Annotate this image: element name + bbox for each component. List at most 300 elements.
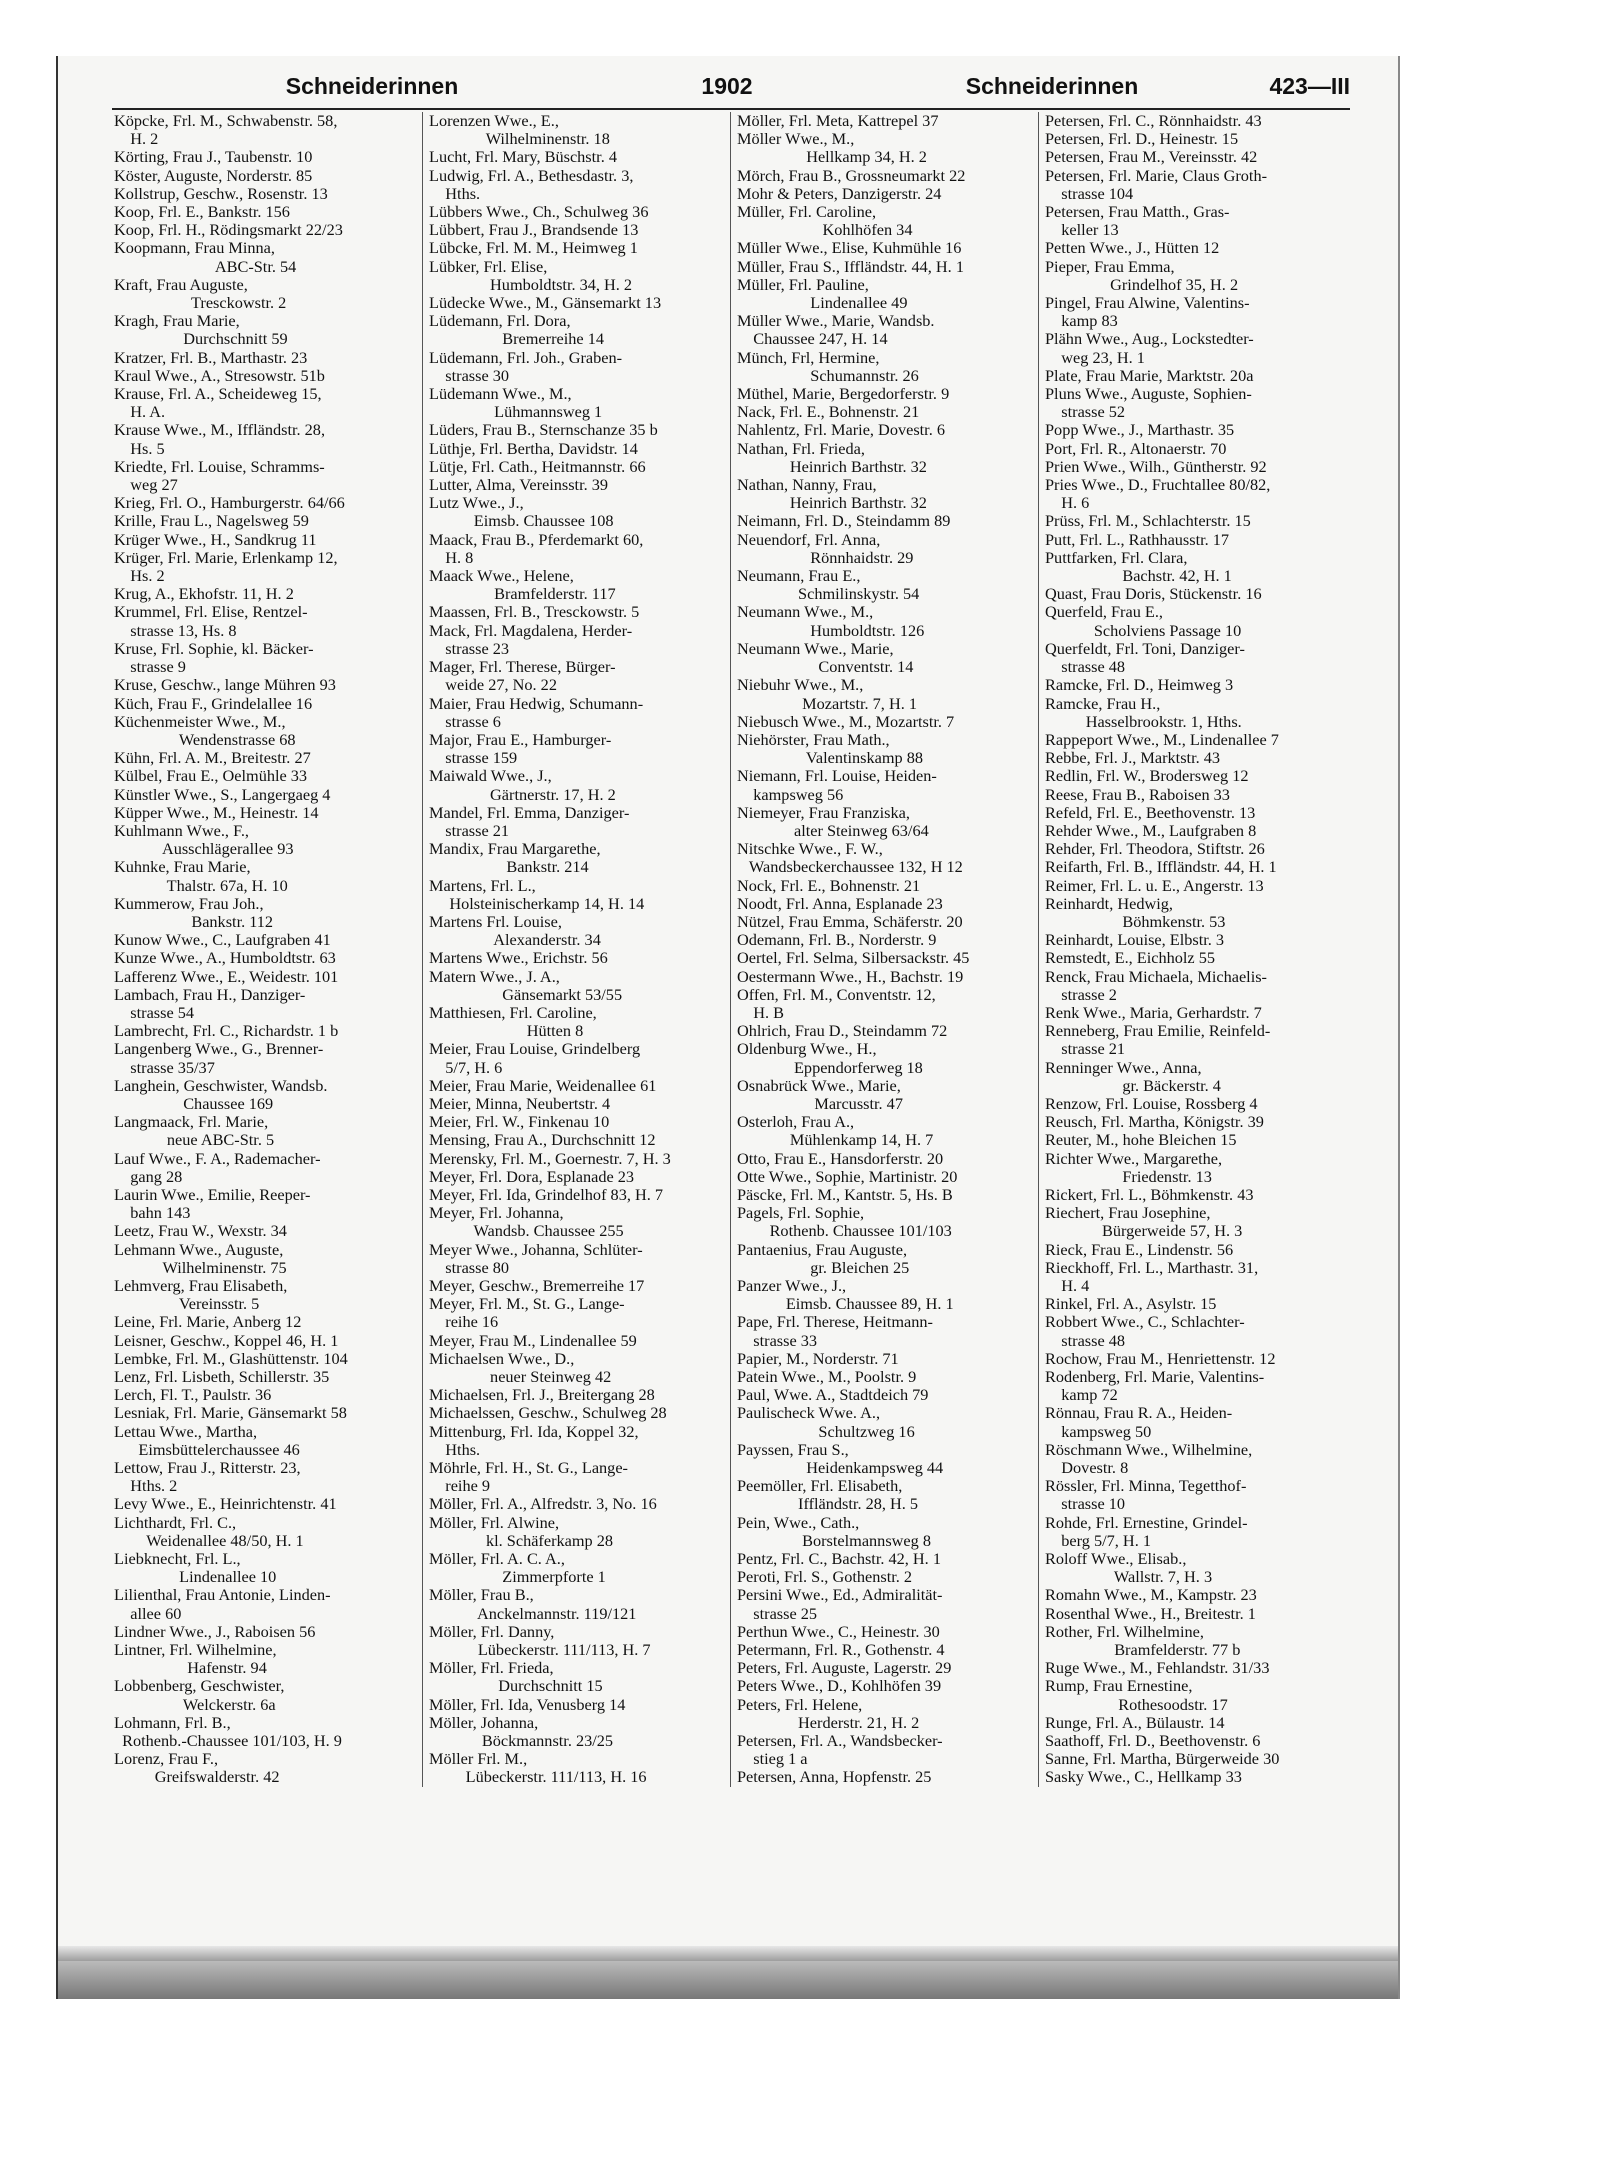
directory-entry-line: Kuhnke, Frau Marie,: [114, 858, 251, 877]
directory-entry-line: Rebbe, Frl. J., Marktstr. 43: [1045, 749, 1221, 768]
directory-entry-line: Langhein, Geschwister, Wandsb.: [114, 1076, 328, 1095]
directory-entry-line: Patein Wwe., M., Poolstr. 9: [737, 1368, 917, 1387]
directory-entry-line: Lutter, Alma, Vereinsstr. 39: [429, 476, 609, 495]
directory-entry-line: Heidenkampsweg 44: [737, 1459, 944, 1478]
directory-entry-line: Bürgerweide 57, H. 3: [1045, 1222, 1243, 1241]
directory-entry-line: Wilhelminenstr. 18: [429, 130, 610, 149]
directory-entry-line: Greifswalderstr. 42: [114, 1768, 280, 1787]
directory-entry-line: Meyer, Frl. Ida, Grindelhof 83, H. 7: [429, 1185, 664, 1204]
directory-entry-line: Offen, Frl. M., Conventstr. 12,: [737, 985, 936, 1004]
directory-entry-line: Möller Wwe., M.,: [737, 130, 855, 149]
directory-entry-line: Heinrich Barthstr. 32: [737, 457, 927, 476]
directory-entry-line: Petersen, Frl. C., Rönnhaidstr. 43: [1045, 112, 1262, 130]
directory-entry-line: Rönnau, Frau R. A., Heiden-: [1045, 1404, 1233, 1423]
directory-entry-line: Prüss, Frl. M., Schlachterstr. 15: [1045, 512, 1251, 531]
directory-entry-line: Möller, Frl. Meta, Kattrepel 37: [737, 112, 939, 130]
directory-entry-line: Petten Wwe., J., Hütten 12: [1045, 239, 1220, 258]
directory-entry-line: Kriedte, Frl. Louise, Schramms-: [114, 457, 325, 476]
directory-entry-line: Hs. 5: [114, 439, 165, 458]
directory-entry-line: Chaussee 169: [114, 1094, 274, 1113]
directory-entry-line: Lenz, Frl. Lisbeth, Schillerstr. 35: [114, 1368, 330, 1387]
directory-entry-line: Ramcke, Frau H.,: [1045, 694, 1161, 713]
directory-entry-line: Bachstr. 42, H. 1: [1045, 567, 1232, 586]
directory-entry-line: Iffländstr. 28, H. 5: [737, 1495, 919, 1514]
directory-entry-line: Peters, Frl. Auguste, Lagerstr. 29: [737, 1659, 952, 1678]
directory-entry-line: weg 27: [114, 476, 178, 495]
directory-entry-line: Oldenburg Wwe., H.,: [737, 1040, 877, 1059]
directory-entry-line: Sasky Wwe., C., Hellkamp 33: [1045, 1768, 1242, 1787]
directory-entry-line: Krille, Frau L., Nagelsweg 59: [114, 512, 309, 531]
directory-entry-line: Mittenburg, Frl. Ida, Koppel 32,: [429, 1422, 639, 1441]
directory-entry-line: Durchschnitt 15: [429, 1677, 603, 1696]
directory-entry-line: Langmaack, Frl. Marie,: [114, 1113, 269, 1132]
directory-entry-line: Pape, Frl. Therese, Heitmann-: [737, 1313, 933, 1332]
directory-entry-line: Lehmann Wwe., Auguste,: [114, 1240, 284, 1259]
directory-entry-line: Lorenzen Wwe., E.,: [429, 112, 559, 130]
directory-entry-line: Koopmann, Frau Minna,: [114, 239, 275, 258]
directory-entry-line: Petersen, Frau Matth., Gras-: [1045, 203, 1230, 222]
directory-entry-line: Lembke, Frl. M., Glashüttenstr. 104: [114, 1349, 348, 1368]
directory-entry-line: Perthun Wwe., C., Heinestr. 30: [737, 1622, 940, 1641]
directory-entry-line: Hafenstr. 94: [114, 1659, 267, 1678]
directory-entry-line: Lohmann, Frl. B.,: [114, 1713, 231, 1732]
directory-entry-line: Oestermann Wwe., H., Bachstr. 19: [737, 967, 964, 986]
directory-entry-line: Rieck, Frau E., Lindenstr. 56: [1045, 1240, 1234, 1259]
directory-entry-line: strasse 35/37: [114, 1058, 215, 1077]
directory-entry-line: Kunze Wwe., A., Humboldtstr. 63: [114, 949, 336, 968]
directory-entry-line: Reuter, M., hohe Bleichen 15: [1045, 1131, 1237, 1150]
directory-entry-line: Richter Wwe., Margarethe,: [1045, 1149, 1223, 1168]
directory-entry-line: Petersen, Frl. D., Heinestr. 15: [1045, 130, 1239, 149]
directory-entry-line: Peroti, Frl. S., Gothenstr. 2: [737, 1568, 913, 1587]
directory-entry-line: Lambrecht, Frl. C., Richardstr. 1 b: [114, 1022, 339, 1041]
directory-entry-line: Rothenb. Chaussee 101/103: [737, 1222, 952, 1241]
directory-entry-line: Schmilinskystr. 54: [737, 585, 920, 604]
directory-entry-line: Popp Wwe., J., Marthastr. 35: [1045, 421, 1235, 440]
directory-entry-line: Lübbers Wwe., Ch., Schulweg 36: [429, 203, 649, 222]
directory-entry-line: Mandix, Frau Margarethe,: [429, 840, 601, 859]
directory-entry-line: Bramfelderstr. 77 b: [1045, 1641, 1241, 1660]
directory-entry-line: Querfeldt, Frl. Toni, Danziger-: [1045, 639, 1245, 658]
directory-entry-line: Michaelsen, Frl. J., Breitergang 28: [429, 1386, 655, 1405]
directory-entry-line: Böckmannstr. 23/25: [429, 1732, 614, 1751]
directory-entry-line: strasse 21: [429, 821, 510, 840]
directory-entry-line: Rother, Frl. Wilhelmine,: [1045, 1622, 1204, 1641]
directory-entry-line: strasse 25: [737, 1604, 818, 1623]
directory-entry-line: Leisner, Geschw., Koppel 46, H. 1: [114, 1331, 339, 1350]
directory-entry-line: Pries Wwe., D., Fruchtallee 80/82,: [1045, 476, 1271, 495]
directory-entry-line: Schumannstr. 26: [737, 366, 919, 385]
directory-entry-line: Wandsbeckerchaussee 132, H 12: [737, 858, 963, 877]
directory-entry-line: Wendenstrasse 68: [114, 730, 296, 749]
directory-entry-line: Meyer Wwe., Johanna, Schlüter-: [429, 1240, 643, 1259]
directory-entry-line: Rinkel, Frl. A., Asylstr. 15: [1045, 1295, 1217, 1314]
directory-entry-line: Mohr & Peters, Danzigerstr. 24: [737, 184, 942, 203]
directory-entry-line: Michaelssen, Geschw., Schulweg 28: [429, 1404, 667, 1423]
directory-entry-line: H. B: [737, 1003, 785, 1022]
directory-entry-line: Humboldtstr. 126: [737, 621, 925, 640]
directory-entry-line: Küch, Frau F., Grindelallee 16: [114, 694, 313, 713]
directory-entry-line: Mühlenkamp 14, H. 7: [737, 1131, 934, 1150]
directory-entry-line: Petersen, Frau M., Vereinsstr. 42: [1045, 148, 1258, 167]
directory-entry-line: Neuendorf, Frl. Anna,: [737, 530, 881, 549]
directory-entry-line: Krüger Wwe., H., Sandkrug 11: [114, 530, 317, 549]
directory-entry-line: Leetz, Frau W., Wexstr. 34: [114, 1222, 287, 1241]
directory-entry-line: Küpper Wwe., M., Heinestr. 14: [114, 803, 319, 822]
directory-entry-line: Lindenallee 10: [114, 1568, 277, 1587]
directory-entry-line: Humboldtstr. 34, H. 2: [429, 275, 633, 294]
header-left-title: Schneiderinnen: [285, 73, 459, 99]
directory-entry-line: Reimer, Frl. L. u. E., Angerstr. 13: [1045, 876, 1264, 895]
directory-entry-line: Renninger Wwe., Anna,: [1045, 1058, 1202, 1077]
directory-entry-line: Ludwig, Frl. A., Bethesdastr. 3,: [429, 166, 634, 185]
directory-entry-line: Conventstr. 14: [737, 658, 914, 677]
directory-entry-line: Pentz, Frl. C., Bachstr. 42, H. 1: [737, 1550, 941, 1569]
directory-entry-line: strasse 80: [429, 1258, 510, 1277]
directory-entry-line: strasse 48: [1045, 658, 1126, 677]
directory-entry-line: Lauf Wwe., F. A., Rademacher-: [114, 1149, 321, 1168]
directory-entry-line: gr. Bäckerstr. 4: [1045, 1076, 1221, 1095]
directory-entry-line: Refeld, Frl. E., Beethovenstr. 13: [1045, 803, 1256, 822]
header-page-number: 423—III: [1269, 73, 1350, 99]
directory-entry-line: berg 5/7, H. 1: [1045, 1531, 1151, 1550]
directory-entry-line: Gänsemarkt 53/55: [429, 985, 623, 1004]
directory-entry-line: strasse 159: [429, 749, 518, 768]
directory-entry-line: strasse 9: [114, 658, 186, 677]
directory-entry-line: Durchschnitt 59: [114, 330, 288, 349]
directory-entry-line: Ramcke, Frl. D., Heimweg 3: [1045, 676, 1234, 695]
directory-entry-line: Redlin, Frl. W., Brodersweg 12: [1045, 767, 1249, 786]
directory-entry-line: Eimsb. Chaussee 108: [429, 512, 614, 531]
directory-entry-line: Mozartstr. 7, H. 1: [737, 694, 917, 713]
directory-entry-line: Möller, Johanna,: [429, 1713, 539, 1732]
directory-entry-line: Hütten 8: [429, 1022, 584, 1041]
directory-entry-line: Köpcke, Frl. M., Schwabenstr. 58,: [114, 112, 338, 130]
directory-entry-line: Renneberg, Frau Emilie, Reinfeld-: [1045, 1022, 1271, 1041]
directory-entry-line: Meier, Frau Louise, Grindelberg: [429, 1040, 641, 1059]
directory-entry-line: Reifarth, Frl. B., Iffländstr. 44, H. 1: [1045, 858, 1277, 877]
directory-entry-line: Laurin Wwe., Emilie, Reeper-: [114, 1185, 311, 1204]
directory-entry-line: keller 13: [1045, 221, 1119, 240]
directory-entry-line: Lüdemann, Frl. Dora,: [429, 312, 571, 331]
column-4: [1038, 112, 1336, 1787]
directory-entry-line: Sanne, Frl. Martha, Bürgerweide 30: [1045, 1750, 1280, 1769]
directory-entry-line: Renzow, Frl. Louise, Rossberg 4: [1045, 1094, 1258, 1113]
directory-entry-line: Köster, Auguste, Norderstr. 85: [114, 166, 313, 185]
directory-entry-line: neue ABC-Str. 5: [114, 1131, 275, 1150]
directory-entry-line: Kollstrup, Geschw., Rosenstr. 13: [114, 184, 328, 203]
directory-entry-line: Lorenz, Frau F.,: [114, 1750, 219, 1769]
directory-entry-line: gr. Bleichen 25: [737, 1258, 910, 1277]
directory-entry-line: Welckerstr. 6a: [114, 1695, 276, 1714]
directory-entry-line: Mack, Frl. Magdalena, Herder-: [429, 621, 633, 640]
directory-entry-line: Lüthje, Frl. Bertha, Davidstr. 14: [429, 439, 638, 458]
column-2: [422, 112, 720, 1787]
directory-entry-line: Mensing, Frau A., Durchschnitt 12: [429, 1131, 656, 1150]
directory-entry-line: Möhrle, Frl. H., St. G., Lange-: [429, 1459, 628, 1478]
directory-entry-line: Lichthardt, Frl. C.,: [114, 1513, 237, 1532]
directory-entry-line: Kunow Wwe., C., Laufgraben 41: [114, 931, 331, 950]
directory-entry-line: Martens Frl. Louise,: [429, 912, 562, 931]
directory-entry-line: 5/7, H. 6: [429, 1058, 503, 1077]
directory-entry-line: Merensky, Frl. M., Goernestr. 7, H. 3: [429, 1149, 671, 1168]
directory-entry-line: Müller Wwe., Elise, Kuhmühle 16: [737, 239, 962, 258]
directory-entry-line: Rothenb.-Chaussee 101/103, H. 9: [114, 1732, 342, 1751]
directory-entry-line: Matthiesen, Frl. Caroline,: [429, 1003, 597, 1022]
directory-entry-line: Lobbenberg, Geschwister,: [114, 1677, 285, 1696]
directory-entry-line: strasse 54: [114, 1003, 195, 1022]
directory-entry-line: Rosenthal Wwe., H., Breitestr. 1: [1045, 1604, 1256, 1623]
directory-entry-line: Lühmannsweg 1: [429, 403, 603, 422]
directory-entry-line: Lüders, Frau B., Sternschanze 35 b: [429, 421, 658, 440]
directory-entry-line: Tresckowstr. 2: [114, 294, 287, 313]
column-3: [730, 112, 1028, 1787]
directory-entry-line: Nitschke Wwe., F. W.,: [737, 840, 883, 859]
directory-entry-line: Müller Wwe., Marie, Wandsb.: [737, 312, 935, 331]
directory-entry-line: Wilhelminenstr. 75: [114, 1258, 287, 1277]
directory-entry-line: Reese, Frau B., Raboisen 33: [1045, 785, 1230, 804]
directory-entry-line: Lübbert, Frau J., Brandsende 13: [429, 221, 639, 240]
directory-entry-line: Koop, Frl. H., Rödingsmarkt 22/23: [114, 221, 343, 240]
directory-entry-line: Niebuhr Wwe., M.,: [737, 676, 864, 695]
directory-entry-line: ABC-Str. 54: [114, 257, 297, 276]
directory-entry-line: Meyer, Geschw., Bremerreihe 17: [429, 1277, 645, 1295]
directory-entry-line: Peters Wwe., D., Kohlhöfen 39: [737, 1677, 942, 1696]
directory-entry-line: Chaussee 247, H. 14: [737, 330, 888, 349]
directory-entry-line: Michaelsen Wwe., D.,: [429, 1349, 575, 1368]
directory-entry-line: Martens, Frl. L.,: [429, 876, 536, 895]
directory-entry-line: strasse 33: [737, 1331, 818, 1350]
directory-entry-line: Nahlentz, Frl. Marie, Dovestr. 6: [737, 421, 945, 440]
directory-entry-line: Rönnhaidstr. 29: [737, 548, 914, 567]
directory-entry-line: Kratzer, Frl. B., Marthastr. 23: [114, 348, 308, 367]
directory-entry-line: Niebusch Wwe., M., Mozartstr. 7: [737, 712, 955, 731]
directory-entry-line: Rump, Frau Ernestine,: [1045, 1677, 1193, 1696]
directory-entry-line: Querfeld, Frau E.,: [1045, 603, 1163, 622]
directory-entry-line: strasse 23: [429, 639, 510, 658]
directory-entry-line: Pantaenius, Frau Auguste,: [737, 1240, 908, 1259]
directory-entry-line: Puttfarken, Frl. Clara,: [1045, 548, 1188, 567]
directory-entry-line: Paulischeck Wwe. A.,: [737, 1404, 881, 1423]
directory-entry-line: Heinrich Barthstr. 32: [737, 494, 927, 513]
scan-bottom-edge: [58, 1961, 1398, 1999]
directory-entry-line: Prien Wwe., Wilh., Güntherstr. 92: [1045, 457, 1267, 476]
directory-entry-line: Oertel, Frl. Selma, Silbersackstr. 45: [737, 949, 970, 968]
directory-entry-line: Mandel, Frl. Emma, Danziger-: [429, 803, 630, 822]
directory-entry-line: Levy Wwe., E., Heinrichtenstr. 41: [114, 1495, 337, 1514]
directory-entry-line: Roloff Wwe., Elisab.,: [1045, 1550, 1187, 1569]
directory-entry-line: strasse 52: [1045, 403, 1126, 422]
directory-entry-line: kampsweg 56: [737, 785, 844, 804]
directory-entry-line: Hs. 2: [114, 567, 165, 586]
directory-entry-line: Romahn Wwe., M., Kampstr. 23: [1045, 1586, 1257, 1605]
directory-entry-line: Neimann, Frl. D., Steindamm 89: [737, 512, 951, 531]
directory-entry-line: Valentinskamp 88: [737, 749, 924, 768]
directory-entry-line: Robbert Wwe., C., Schlachter-: [1045, 1313, 1245, 1332]
directory-entry-line: Lettow, Frau J., Ritterstr. 23,: [114, 1459, 301, 1478]
directory-entry-line: Bankstr. 214: [429, 858, 589, 877]
directory-entry-line: Kohlhöfen 34: [737, 221, 913, 240]
directory-entry-line: Riechert, Frau Josephine,: [1045, 1204, 1211, 1223]
header-right-title: Schneiderinnen: [965, 73, 1139, 99]
directory-entry-line: Pingel, Frau Alwine, Valentins-: [1045, 294, 1250, 313]
directory-entry-line: Lilienthal, Frau Antonie, Linden-: [114, 1586, 331, 1605]
directory-entry-line: Peters, Frl. Helene,: [737, 1695, 863, 1714]
directory-entry-line: Leine, Frl. Marie, Anberg 12: [114, 1313, 302, 1332]
directory-entry-line: Noodt, Frl. Anna, Esplanade 23: [737, 894, 943, 913]
directory-entry-line: Meyer, Frl. M., St. G., Lange-: [429, 1295, 625, 1314]
directory-entry-line: Lübker, Frl. Elise,: [429, 257, 548, 276]
directory-entry-line: Krug, A., Ekhofstr. 11, H. 2: [114, 585, 294, 604]
directory-entry-line: H. 6: [1045, 494, 1090, 513]
directory-entry-line: Rothesoodstr. 17: [1045, 1695, 1228, 1714]
directory-entry-line: Böhmkenstr. 53: [1045, 912, 1226, 931]
directory-entry-line: Reusch, Frl. Martha, Königstr. 39: [1045, 1113, 1264, 1132]
directory-entry-line: Dovestr. 8: [1045, 1459, 1129, 1478]
directory-entry-line: Krause, Frl. A., Scheideweg 15,: [114, 385, 322, 404]
directory-entry-line: Eimsbüttelerchaussee 46: [114, 1440, 300, 1459]
directory-entry-line: Payssen, Frau S.,: [737, 1440, 849, 1459]
directory-entry-line: Odemann, Frl. B., Norderstr. 9: [737, 931, 937, 950]
directory-entry-line: Krieg, Frl. O., Hamburgerstr. 64/66: [114, 494, 345, 513]
directory-entry-line: Kraul Wwe., A., Stresowstr. 51b: [114, 366, 325, 385]
directory-entry-line: Kruse, Frl. Sophie, kl. Bäcker-: [114, 639, 314, 658]
directory-entry-line: Meyer, Frl. Dora, Esplanade 23: [429, 1167, 635, 1186]
directory-entry-line: Rappeport Wwe., M., Lindenallee 7: [1045, 730, 1279, 749]
directory-entry-line: strasse 21: [1045, 1040, 1126, 1059]
directory-entry-line: Bremerreihe 14: [429, 330, 604, 349]
directory-entry-line: Rohde, Frl. Ernestine, Grindel-: [1045, 1513, 1248, 1532]
directory-entry-line: Rössler, Frl. Minna, Tegetthof-: [1045, 1477, 1247, 1496]
directory-entry-line: Lüdemann Wwe., M.,: [429, 385, 572, 404]
directory-entry-line: Mörch, Frau B., Grossneumarkt 22: [737, 166, 966, 185]
directory-entry-line: Friedenstr. 13: [1045, 1167, 1212, 1186]
directory-entry-line: Hths. 2: [114, 1477, 178, 1496]
directory-entry-line: Paul, Wwe. A., Stadtdeich 79: [737, 1386, 929, 1405]
directory-entry-line: Müller, Frl. Pauline,: [737, 275, 869, 294]
directory-entry-line: Lindenallee 49: [737, 294, 908, 313]
directory-entry-line: Thalstr. 67a, H. 10: [114, 876, 288, 895]
directory-entry-line: Petersen, Frl. A., Wandsbecker-: [737, 1732, 943, 1751]
directory-entry-line: Neumann Wwe., Marie,: [737, 639, 894, 658]
directory-entry-line: Plähn Wwe., Aug., Lockstedter-: [1045, 330, 1254, 349]
directory-entry-line: Lambach, Frau H., Danziger-: [114, 985, 306, 1004]
directory-entry-line: Kühn, Frl. A. M., Breitestr. 27: [114, 749, 311, 768]
directory-entry-line: Eppendorferweg 18: [737, 1058, 923, 1077]
directory-entry-line: Lübcke, Frl. M. M., Heimweg 1: [429, 239, 638, 258]
directory-entry-line: H. 4: [1045, 1277, 1090, 1295]
directory-entry-line: Niehörster, Frau Math.,: [737, 730, 890, 749]
directory-entry-line: Wandsb. Chaussee 255: [429, 1222, 624, 1241]
directory-entry-line: Krause Wwe., M., Iffländstr. 28,: [114, 421, 326, 440]
directory-entry-line: Reinhardt, Louise, Elbstr. 3: [1045, 931, 1225, 950]
directory-entry-line: Panzer Wwe., J.,: [737, 1277, 847, 1295]
directory-entry-line: Rochow, Frau M., Henriettenstr. 12: [1045, 1349, 1276, 1368]
directory-page: [56, 56, 1400, 1999]
directory-entry-line: Meier, Minna, Neubertstr. 4: [429, 1094, 611, 1113]
directory-entry-line: kampsweg 50: [1045, 1422, 1152, 1441]
directory-entry-line: Möller, Frl. Ida, Venusberg 14: [429, 1695, 626, 1714]
directory-entry-line: Eimsb. Chaussee 89, H. 1: [737, 1295, 954, 1314]
directory-entry-line: Petersen, Anna, Hopfenstr. 25: [737, 1768, 932, 1787]
column-1: [114, 112, 411, 1787]
directory-entry-line: Hths.: [429, 184, 481, 203]
directory-entry-line: Port, Frl. R., Altonaerstr. 70: [1045, 439, 1227, 458]
directory-entry-line: Lafferenz Wwe., E., Weidestr. 101: [114, 967, 339, 986]
directory-entry-line: Neumann, Frau E.,: [737, 567, 861, 586]
directory-entry-line: Lehmverg, Frau Elisabeth,: [114, 1277, 288, 1295]
directory-entry-line: Bankstr. 112: [114, 912, 274, 931]
directory-entry-line: Weidenallee 48/50, H. 1: [114, 1531, 304, 1550]
directory-entry-line: kamp 72: [1045, 1386, 1118, 1405]
directory-entry-line: Lettau Wwe., Martha,: [114, 1422, 258, 1441]
directory-entry-line: Reinhardt, Hedwig,: [1045, 894, 1173, 913]
directory-entry-line: Lucht, Frl. Mary, Büschstr. 4: [429, 148, 617, 167]
header-rule: [112, 108, 1350, 110]
directory-entry-line: Renk Wwe., Maria, Gerhardstr. 7: [1045, 1003, 1262, 1022]
directory-entry-line: Kuhlmann Wwe., F.,: [114, 821, 249, 840]
directory-entry-line: Scholviens Passage 10: [1045, 621, 1242, 640]
directory-entry-line: Alexanderstr. 34: [429, 931, 601, 950]
directory-entry-line: kl. Schäferkamp 28: [429, 1531, 614, 1550]
directory-entry-line: reihe 9: [429, 1477, 491, 1496]
directory-entry-line: Pagels, Frl. Sophie,: [737, 1204, 865, 1223]
directory-entry-line: neuer Steinweg 42: [429, 1368, 612, 1387]
directory-entry-line: Hasselbrookstr. 1, Hths.: [1045, 712, 1242, 731]
directory-entry-line: Ohlrich, Frau D., Steindamm 72: [737, 1022, 948, 1041]
directory-entry-line: Runge, Frl. A., Bülaustr. 14: [1045, 1713, 1225, 1732]
directory-entry-line: strasse 48: [1045, 1331, 1126, 1350]
directory-entry-line: Nack, Frl. E., Bohnenstr. 21: [737, 403, 920, 422]
directory-entry-line: Lintner, Frl. Wilhelmine,: [114, 1641, 277, 1660]
directory-entry-line: Otte Wwe., Sophie, Martinistr. 20: [737, 1167, 958, 1186]
directory-entry-line: Maack Wwe., Helene,: [429, 567, 574, 586]
scan-edge-shadow: [58, 1946, 1398, 1962]
directory-entry-line: Bramfelderstr. 117: [429, 585, 616, 604]
directory-entry-line: Renck, Frau Michaela, Michaelis-: [1045, 967, 1267, 986]
directory-entry-line: Pein, Wwe., Cath.,: [737, 1513, 860, 1532]
directory-entry-line: Lindner Wwe., J., Raboisen 56: [114, 1622, 316, 1641]
directory-entry-line: Hths.: [429, 1440, 481, 1459]
directory-entry-line: Remstedt, E., Eichholz 55: [1045, 949, 1216, 968]
directory-entry-line: strasse 10: [1045, 1495, 1126, 1514]
directory-entry-line: Lutz Wwe., J.,: [429, 494, 524, 513]
directory-entry-line: Matern Wwe., J. A.,: [429, 967, 560, 986]
directory-entry-line: Nock, Frl. E., Bohnenstr. 21: [737, 876, 921, 895]
directory-entry-line: kamp 83: [1045, 312, 1118, 331]
directory-entry-line: reihe 16: [429, 1313, 499, 1332]
directory-entry-line: Müthel, Marie, Bergedorferstr. 9: [737, 385, 950, 404]
directory-entry-line: gang 28: [114, 1167, 183, 1186]
directory-entry-line: Krüger, Frl. Marie, Erlenkamp 12,: [114, 548, 338, 567]
directory-entry-line: Kruse, Geschw., lange Mühren 93: [114, 676, 336, 695]
directory-entry-line: Niemann, Frl. Louise, Heiden-: [737, 767, 937, 786]
directory-entry-line: Münch, Frl, Hermine,: [737, 348, 880, 367]
header-year: 1902: [701, 73, 753, 99]
directory-entry-line: Rieckhoff, Frl. L., Marthastr. 31,: [1045, 1258, 1259, 1277]
directory-entry-line: Koop, Frl. E., Bankstr. 156: [114, 203, 290, 222]
directory-entry-line: Meier, Frl. W., Finkenau 10: [429, 1113, 610, 1132]
directory-entry-line: Lübeckerstr. 111/113, H. 16: [429, 1768, 647, 1787]
directory-entry-line: Müller, Frau S., Iffländstr. 44, H. 1: [737, 257, 964, 276]
directory-entry-line: Otto, Frau E., Hansdorferstr. 20: [737, 1149, 944, 1168]
directory-entry-line: strasse 2: [1045, 985, 1117, 1004]
directory-entry-line: Lütje, Frl. Cath., Heitmannstr. 66: [429, 457, 646, 476]
page-header: [112, 73, 1350, 107]
directory-entry-line: Rehder, Frl. Theodora, Stiftstr. 26: [1045, 840, 1265, 859]
directory-entry-line: Persini Wwe., Ed., Admiralität-: [737, 1586, 943, 1605]
directory-entry-line: Kragh, Frau Marie,: [114, 312, 240, 331]
